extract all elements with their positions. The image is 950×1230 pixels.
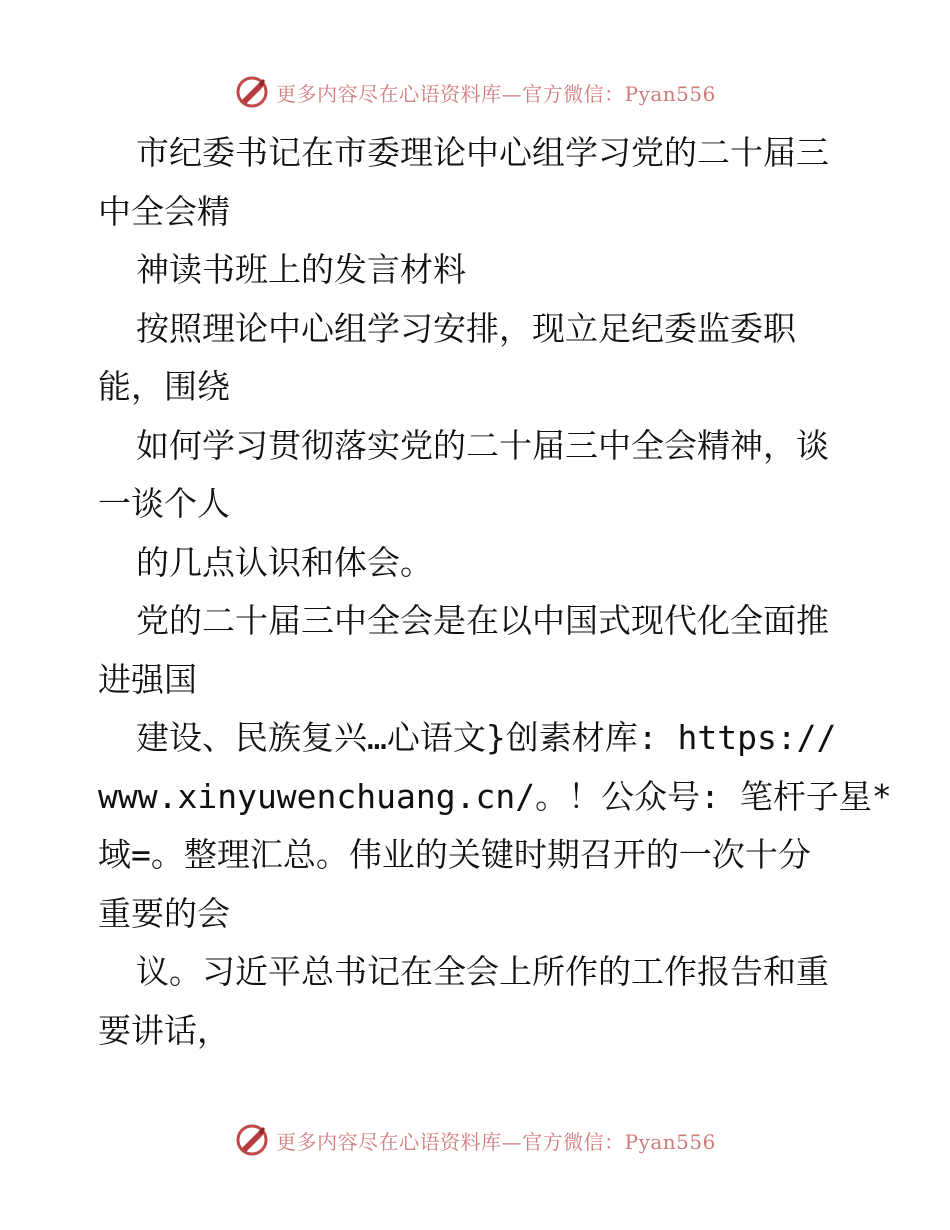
text-line: 要讲话， bbox=[98, 1010, 230, 1050]
text-line: 重要的会 bbox=[98, 893, 230, 933]
text-line: 中全会精 bbox=[98, 191, 230, 231]
text-line: 议。习近平总书记在全会上所作的工作报告和重 bbox=[136, 952, 829, 991]
text-line: 按照理论中心组学习安排，现立足纪委监委职 bbox=[136, 308, 796, 348]
text-line: 建设、民族复兴…心语文}创素材库: https:// bbox=[136, 718, 837, 757]
pen-logo-icon bbox=[234, 74, 270, 110]
text-line: www.xinyuwenchuang.cn/。！公众号: 笔杆子星* bbox=[98, 776, 892, 816]
footer-banner-text: 更多内容尽在心语资料库—官方微信：Pyan556 bbox=[276, 1129, 716, 1154]
text-line: 神读书班上的发言材料 bbox=[136, 250, 466, 289]
text-line: 的几点认识和体会。 bbox=[136, 542, 433, 582]
header-banner bbox=[0, 72, 950, 112]
body-text bbox=[98, 124, 892, 1060]
text-line: 如何学习贯彻落实党的二十届三中全会精神，谈 bbox=[136, 425, 829, 465]
text-line: 市纪委书记在市委理论中心组学习党的二十届三 bbox=[136, 133, 829, 172]
text-line: 进强国 bbox=[98, 659, 197, 699]
text-line: 一谈个人 bbox=[98, 484, 230, 523]
header-banner-text: 更多内容尽在心语资料库—官方微信：Pyan556 bbox=[276, 81, 716, 106]
text-line: 能，围绕 bbox=[98, 367, 230, 406]
pen-logo-icon bbox=[234, 1122, 270, 1158]
text-line: 域=。整理汇总。伟业的关键时期召开的一次十分 bbox=[98, 835, 811, 874]
text-line: 党的二十届三中全会是在以中国式现代化全面推 bbox=[136, 601, 829, 640]
footer-banner bbox=[0, 1120, 950, 1160]
